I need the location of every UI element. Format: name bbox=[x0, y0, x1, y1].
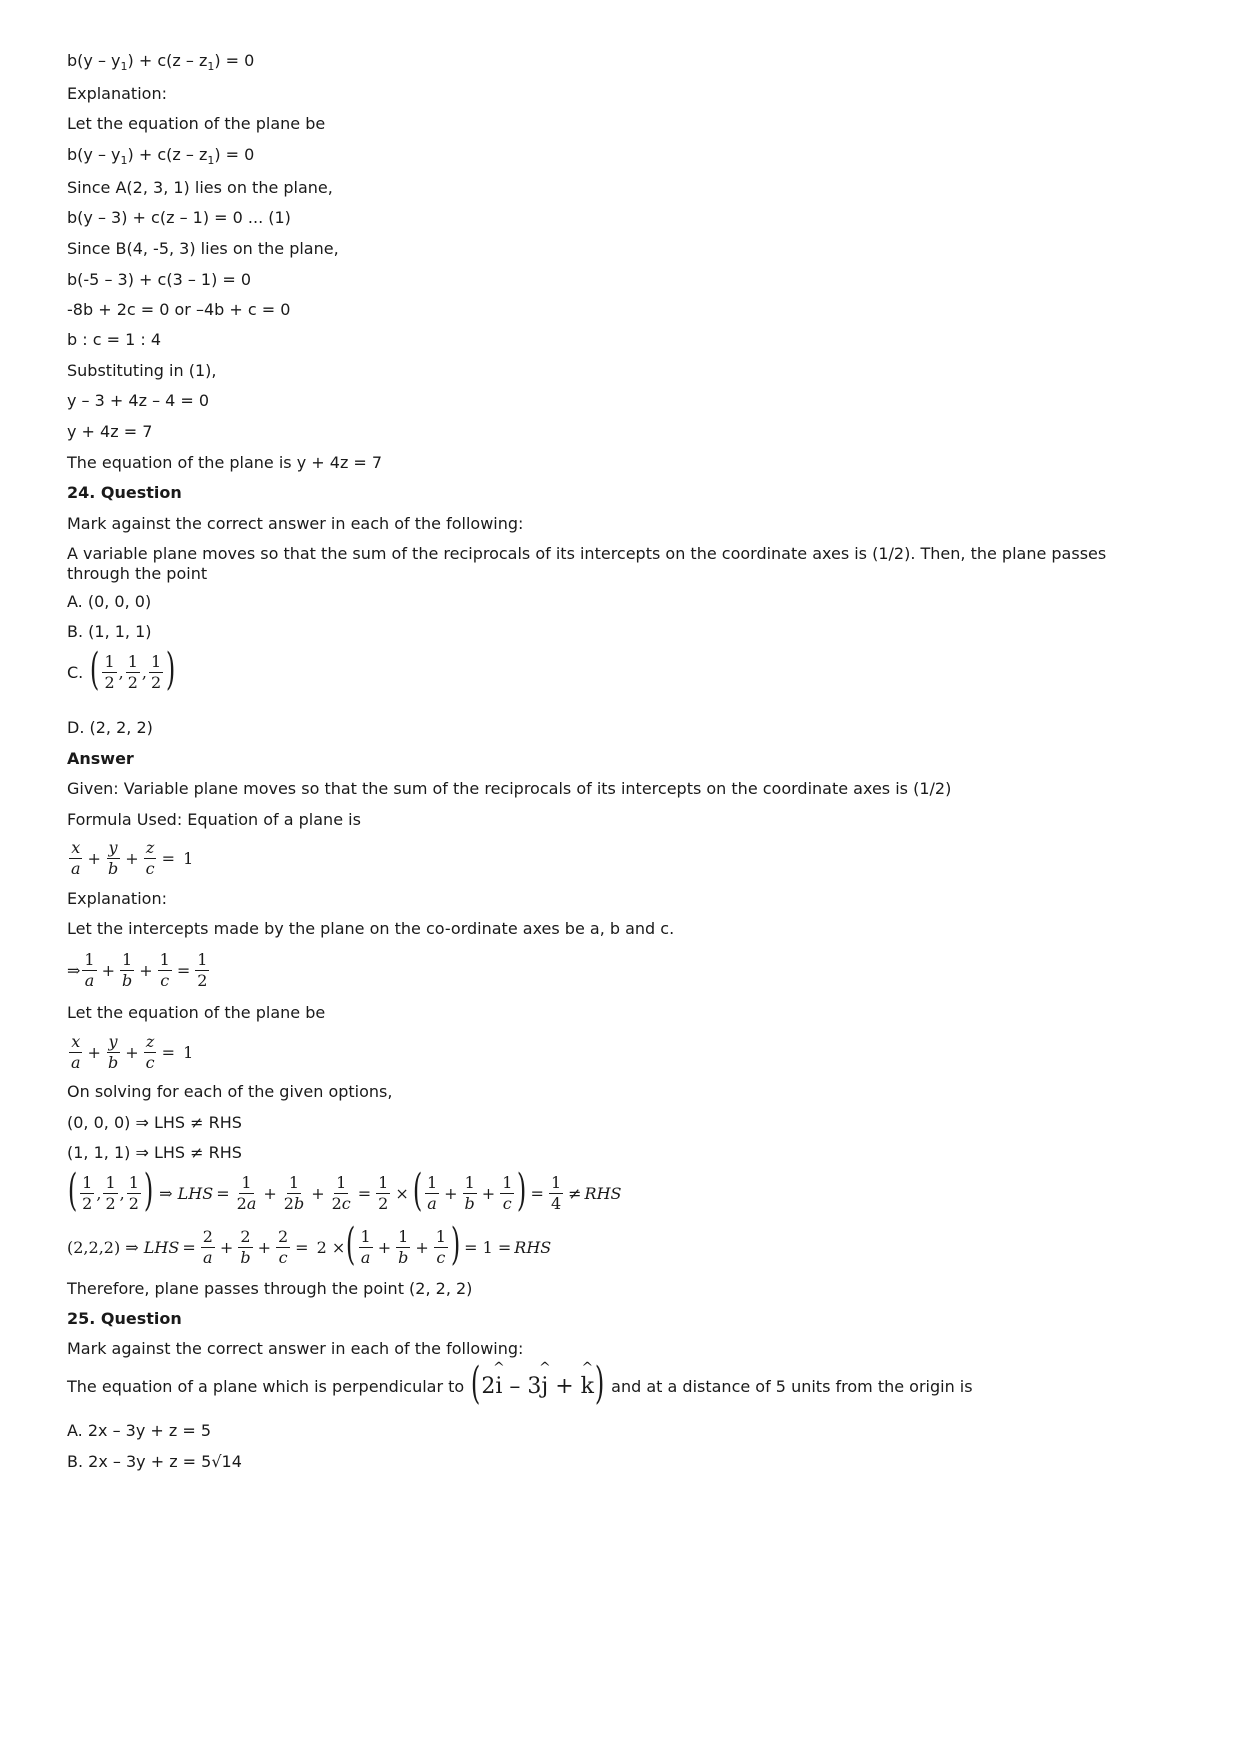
question-text-before: The equation of a plane which is perpendicular to bbox=[67, 1376, 465, 1396]
equation-line: -8b + 2c = 0 or –4b + c = 0 bbox=[67, 300, 291, 319]
option-b: B. 2x – 3y + z = 5√14 bbox=[67, 1452, 242, 1471]
question-text: A variable plane moves so that the sum of the reciprocals of its intercepts on the coordinate axes is (1/2). Then, the plane passes through the point bbox=[67, 544, 1107, 583]
check-line: (1, 1, 1) ⇒ LHS ≠ RHS bbox=[67, 1143, 242, 1162]
check-half-point: ( $\frac{1}{2}$ , $\frac{1}{2}$ , $\frac{1}{2}$ ) ⇒ LHS = $\frac{1}{2a}$ + $\frac{1}{2b}$ + $\frac{1}{2c}$ = $\frac{1}{2}$ × ( $\frac{1}{a}$ + $\frac{1}{b}$ + $\frac{1}{c}$ ) = $\frac{1}{4}$ ≠ RHS bbox=[67, 1165, 622, 1216]
question-instruction: Mark against the correct answer in each of the following: bbox=[67, 514, 524, 533]
option-a: A. (0, 0, 0) bbox=[67, 592, 152, 611]
check-line: (0, 0, 0) ⇒ LHS ≠ RHS bbox=[67, 1113, 242, 1132]
given-text: Given: Variable plane moves so that the sum of the reciprocals of its intercepts on the coordinate axes is (1/2) bbox=[67, 779, 952, 798]
question-heading: 25. Question bbox=[67, 1309, 182, 1328]
text-line: Since A(2, 3, 1) lies on the plane, bbox=[67, 178, 333, 197]
text-line: The equation of the plane is y + 4z = 7 bbox=[67, 453, 383, 472]
plane-equation-formula: $\frac{x}{a}$ + $\frac{y}{b}$ + $\frac{z}{c}$ = 1 bbox=[71, 838, 194, 878]
check-two-point: (2,2,2) ⇒ LHS = $\frac{2}{a}$ + $\frac{2}{b}$ + $\frac{2}{c}$ = 2 × ( $\frac{1}{a}$ + $\frac{1}{b}$ + $\frac{1}{c}$ ) = 1 = RHS bbox=[67, 1219, 552, 1270]
formula-text: Formula Used: Equation of a plane is bbox=[67, 810, 361, 829]
equation-line: b(-5 – 3) + c(3 – 1) = 0 bbox=[67, 270, 252, 289]
question-text-after: and at a distance of 5 units from the origin is bbox=[611, 1376, 973, 1396]
text-line: Let the equation of the plane be bbox=[67, 114, 326, 133]
conclusion-text: Therefore, plane passes through the point (2, 2, 2) bbox=[67, 1279, 473, 1298]
question-instruction: Mark against the correct answer in each of the following: bbox=[67, 1339, 524, 1358]
text-line: Let the intercepts made by the plane on the co-ordinate axes be a, b and c. bbox=[67, 919, 675, 938]
equation-line: y + 4z = 7 bbox=[67, 422, 153, 441]
equation-line: $b(y - y_1) + c(z - z_1) = 0$ bbox=[67, 145, 255, 167]
option-d: D. (2, 2, 2) bbox=[67, 718, 153, 737]
equation-line: $b(y - y_1) + c(z - z_1) = 0$ bbox=[67, 51, 255, 73]
text-line: Let the equation of the plane be bbox=[67, 1003, 326, 1022]
text-line: Since B(4, -5, 3) lies on the plane, bbox=[67, 239, 339, 258]
text-line: On solving for each of the given options, bbox=[67, 1082, 393, 1101]
text-line: Substituting in (1), bbox=[67, 361, 217, 380]
question-heading: 24. Question bbox=[67, 483, 182, 502]
option-c-label: C. bbox=[67, 662, 84, 682]
text-line: Explanation: bbox=[67, 84, 167, 103]
question-text: The equation of a plane which is perpendicular to ( 2 ^ i – 3 ^ j + ^ k ) and at a distance of 5 units from the origin is bbox=[67, 1364, 973, 1408]
document-page bbox=[67, 0, 1177, 1755]
equation-line: b(y – 3) + c(z – 1) = 0 ... (1) bbox=[67, 208, 291, 227]
option-a: A. 2x – 3y + z = 5 bbox=[67, 1421, 212, 1440]
plane-equation: $\frac{x}{a}$ + $\frac{y}{b}$ + $\frac{z}{c}$ = 1 bbox=[71, 1032, 194, 1072]
option-c: C. ( $\frac{1}{2}$ , $\frac{1}{2}$ , $\frac{1}{2}$ ) bbox=[67, 644, 176, 695]
equation-line: b : c = 1 : 4 bbox=[67, 330, 162, 349]
equation-line: y – 3 + 4z – 4 = 0 bbox=[67, 391, 210, 410]
reciprocal-sum-equation: ⇒ $\frac{1}{a}$ + $\frac{1}{b}$ + $\frac{1}{c}$ = $\frac{1}{2}$ bbox=[67, 950, 208, 990]
option-b: B. (1, 1, 1) bbox=[67, 622, 152, 641]
text-line: Explanation: bbox=[67, 889, 167, 908]
answer-heading: Answer bbox=[67, 749, 134, 768]
